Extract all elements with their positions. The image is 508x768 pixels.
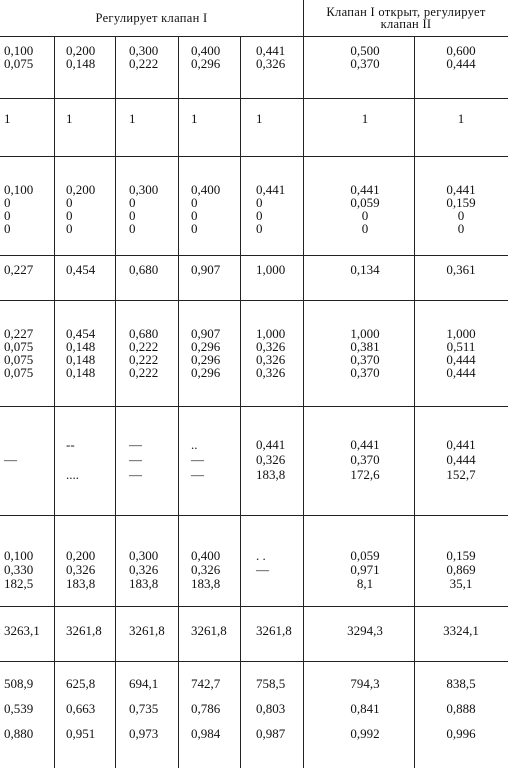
table-cell (66, 549, 112, 591)
table-cell (414, 44, 508, 70)
cell-value: 3294,3 (347, 623, 383, 638)
cell-value: 0 (361, 221, 369, 236)
cell-value: 183,8 (129, 576, 159, 591)
cell-value: 0,400 (191, 548, 221, 563)
table-cell (129, 263, 175, 276)
table-cell (414, 327, 508, 379)
table-cell (4, 263, 50, 276)
cell-value: 0,148 (66, 365, 96, 380)
cell-value: 1,000 (256, 326, 286, 341)
cell-value: 1,000 (256, 262, 286, 277)
cell-value: 0 (191, 221, 198, 236)
cell-value: 0,222 (129, 352, 159, 367)
cell-value: 1 (256, 111, 263, 126)
cell-value: 0,511 (446, 339, 476, 354)
cell-value: 0 (66, 195, 73, 210)
cell-value: 0 (4, 195, 11, 210)
table-cell (414, 112, 508, 125)
table-cell (4, 549, 50, 591)
cell-value: 0,075 (4, 365, 34, 380)
cell-value: 0,370 (350, 365, 380, 380)
table-cell (256, 327, 302, 379)
cell-value: 0,907 (191, 262, 221, 277)
cell-value: 0,786 (191, 701, 221, 716)
cell-value: 0,296 (191, 56, 221, 71)
table-cell (191, 44, 237, 70)
table-cell (129, 183, 175, 235)
cell-value: 0,326 (129, 562, 159, 577)
table-cell (191, 624, 237, 637)
table-cell (191, 112, 237, 125)
row-divider (0, 515, 508, 516)
cell-value: 0,996 (446, 726, 476, 741)
cell-value: 0,869 (446, 562, 476, 577)
cell-value: 0,296 (191, 365, 221, 380)
cell-value: — (191, 467, 204, 482)
cell-value: 0,300 (129, 43, 159, 58)
cell-value: 0,441 (446, 182, 476, 197)
cell-value: 0,400 (191, 43, 221, 58)
cell-value: 3324,1 (443, 623, 479, 638)
table-cell (4, 437, 50, 482)
table-cell (414, 624, 508, 637)
cell-value: 0,100 (4, 43, 34, 58)
table-cell (4, 112, 50, 125)
cell-value: 742,7 (191, 676, 221, 691)
cell-value: -- (66, 437, 75, 452)
table-cell (191, 263, 237, 276)
row-divider (0, 406, 508, 407)
cell-value: 0,441 (256, 182, 286, 197)
header-group-right: Клапан I открыт, регулирует клапан II (326, 5, 486, 31)
table-cell (191, 183, 237, 235)
row-divider (0, 606, 508, 607)
table-cell (315, 263, 415, 276)
cell-value: — (129, 437, 142, 452)
row-divider (0, 255, 508, 256)
cell-value: 0,296 (191, 352, 221, 367)
table-cell (66, 44, 112, 70)
column-divider (54, 36, 55, 768)
cell-value: 794,3 (350, 676, 380, 691)
table-cell (256, 671, 302, 746)
cell-value: 0,441 (350, 437, 380, 452)
cell-value: 0,992 (350, 726, 380, 741)
cell-value: 1 (361, 111, 369, 126)
cell-value: 3261,8 (129, 623, 165, 638)
cell-value: 183,8 (256, 467, 286, 482)
table-cell (4, 44, 50, 70)
cell-value: 0,735 (129, 701, 159, 716)
cell-value: 172,6 (350, 467, 380, 482)
cell-value: 0,326 (256, 452, 286, 467)
table-cell (414, 437, 508, 482)
cell-value: 0,159 (446, 548, 476, 563)
table-cell (315, 327, 415, 379)
row-divider (0, 156, 508, 157)
table-cell (191, 437, 237, 482)
cell-value: 3261,8 (256, 623, 292, 638)
cell-value: 0 (256, 221, 263, 236)
table-cell (129, 549, 175, 591)
cell-value: 3261,8 (191, 623, 227, 638)
table-cell (129, 437, 175, 482)
table-cell (414, 671, 508, 746)
cell-value: — (129, 467, 142, 482)
cell-value: 0 (4, 221, 11, 236)
cell-value: 0,148 (66, 56, 96, 71)
cell-value (66, 452, 112, 467)
cell-value: 0,841 (350, 701, 380, 716)
cell-value: 0 (361, 208, 369, 223)
cell-value: 0 (66, 208, 73, 223)
table-cell (256, 549, 302, 591)
table-cell (191, 671, 237, 746)
cell-value: 0,973 (129, 726, 159, 741)
cell-value: 1,000 (350, 326, 380, 341)
cell-value: 1 (66, 111, 73, 126)
cell-value: 0,159 (446, 195, 476, 210)
table-cell (315, 671, 415, 746)
cell-value: 0,200 (66, 182, 96, 197)
cell-value: 1,000 (446, 326, 476, 341)
table-cell (4, 327, 50, 379)
cell-value: 0,100 (4, 548, 34, 563)
row-divider (0, 661, 508, 662)
table-cell (4, 671, 50, 746)
column-divider (240, 36, 241, 768)
cell-value: 0,059 (350, 548, 380, 563)
cell-value: 0,971 (350, 562, 380, 577)
cell-value: 0,454 (66, 262, 96, 277)
table-cell (191, 327, 237, 379)
cell-value: 8,1 (356, 576, 374, 591)
table-cell (315, 437, 415, 482)
cell-value: 1 (4, 111, 11, 126)
cell-value: — (191, 452, 204, 467)
cell-value: 0,200 (66, 43, 96, 58)
cell-value: 0,326 (256, 339, 286, 354)
table-cell (414, 183, 508, 235)
cell-value: 0,444 (446, 352, 476, 367)
cell-value: 694,1 (129, 676, 159, 691)
column-divider (414, 36, 415, 768)
table-cell (414, 263, 508, 276)
table-cell (191, 549, 237, 591)
cell-value: 0,330 (4, 562, 34, 577)
cell-value: 0,370 (350, 352, 380, 367)
cell-value: 0 (4, 208, 11, 223)
table-cell (129, 671, 175, 746)
cell-value: 0 (66, 221, 73, 236)
cell-value: .... (66, 467, 79, 482)
table-cell (256, 112, 302, 125)
cell-value (4, 467, 50, 482)
cell-value: 0,361 (446, 262, 476, 277)
table-cell (66, 112, 112, 125)
cell-value: 0,663 (66, 701, 96, 716)
table-cell (256, 44, 302, 70)
cell-value: 0 (191, 195, 198, 210)
cell-value: 0,454 (66, 326, 96, 341)
cell-value: 0,370 (350, 452, 380, 467)
cell-value: 0,100 (4, 182, 34, 197)
cell-value: 0,880 (4, 726, 34, 741)
cell-value: 0,059 (350, 195, 380, 210)
table-cell (129, 327, 175, 379)
cell-value (256, 577, 302, 591)
cell-value: 0,951 (66, 726, 96, 741)
row-divider (0, 98, 508, 99)
cell-value: 0,326 (256, 365, 286, 380)
cell-value: 152,7 (446, 467, 476, 482)
column-divider (303, 36, 304, 768)
table-cell (66, 624, 112, 637)
table-cell (256, 263, 302, 276)
cell-value: 0 (256, 195, 263, 210)
cell-value: 0,148 (66, 339, 96, 354)
table-cell (4, 183, 50, 235)
cell-value: . . (256, 548, 266, 563)
table-cell (129, 112, 175, 125)
table-cell (315, 624, 415, 637)
cell-value: 0,888 (446, 701, 476, 716)
cell-value: 758,5 (256, 676, 286, 691)
cell-value: 0,300 (129, 182, 159, 197)
row-divider (0, 300, 508, 301)
cell-value: 1 (457, 111, 465, 126)
column-divider (115, 36, 116, 768)
cell-value: 0,200 (66, 548, 96, 563)
table-cell (66, 263, 112, 276)
cell-value: 183,8 (66, 576, 96, 591)
cell-value: 0,326 (256, 352, 286, 367)
header-group-left: Регулирует клапан I (95, 11, 208, 25)
table-cell (256, 624, 302, 637)
cell-value: 0,539 (4, 701, 34, 716)
cell-value: 0,984 (191, 726, 221, 741)
cell-value: 0,075 (4, 56, 34, 71)
cell-value: 0 (457, 208, 465, 223)
cell-value: 0,680 (129, 262, 159, 277)
cell-value: 0,444 (446, 56, 476, 71)
cell-value: 0,326 (191, 562, 221, 577)
cell-value: 0,907 (191, 326, 221, 341)
cell-value: 0,680 (129, 326, 159, 341)
table-cell (4, 624, 50, 637)
cell-value: 0,326 (256, 56, 286, 71)
cell-value: — (256, 562, 269, 577)
table-cell (315, 112, 415, 125)
cell-value: 0,300 (129, 548, 159, 563)
cell-value: 0,400 (191, 182, 221, 197)
cell-value: 0,803 (256, 701, 286, 716)
cell-value: 0,148 (66, 352, 96, 367)
cell-value: 0,441 (350, 182, 380, 197)
cell-value: 0,296 (191, 339, 221, 354)
cell-value: 0,075 (4, 339, 34, 354)
cell-value: 0,326 (66, 562, 96, 577)
cell-value: 1 (191, 111, 198, 126)
cell-value: 0 (129, 221, 136, 236)
cell-value: 0,444 (446, 365, 476, 380)
table-cell (66, 327, 112, 379)
cell-value: 0,222 (129, 339, 159, 354)
cell-value: 35,1 (449, 576, 473, 591)
table-cell (129, 44, 175, 70)
cell-value: — (129, 452, 142, 467)
table-cell (315, 44, 415, 70)
cell-value: 625,8 (66, 676, 96, 691)
cell-value: .. (191, 437, 198, 452)
cell-value: 182,5 (4, 576, 34, 591)
cell-value: 0,441 (256, 437, 286, 452)
cell-value: 0,444 (446, 452, 476, 467)
cell-value: 0,441 (256, 43, 286, 58)
column-divider (178, 36, 179, 768)
cell-value: 0,500 (350, 43, 380, 58)
cell-value (4, 437, 50, 452)
cell-value: 0,222 (129, 365, 159, 380)
table-cell (414, 549, 508, 591)
cell-value: 508,9 (4, 676, 34, 691)
header-rule (0, 36, 508, 37)
table-cell (129, 624, 175, 637)
table-cell (66, 183, 112, 235)
cell-value: 0 (457, 221, 465, 236)
cell-value: 183,8 (191, 576, 221, 591)
cell-value: 0,227 (4, 326, 34, 341)
cell-value: 0,134 (350, 262, 380, 277)
cell-value: 0,381 (350, 339, 380, 354)
table-cell (315, 549, 415, 591)
cell-value: 0,370 (350, 56, 380, 71)
cell-value: 0,222 (129, 56, 159, 71)
cell-value: 0,075 (4, 352, 34, 367)
cell-value: 1 (129, 111, 136, 126)
table-cell (315, 183, 415, 235)
table-cell (256, 183, 302, 235)
cell-value: 0,441 (446, 437, 476, 452)
cell-value: 0 (256, 208, 263, 223)
cell-value: — (4, 452, 17, 467)
cell-value: 3263,1 (4, 623, 40, 638)
cell-value: 3261,8 (66, 623, 102, 638)
cell-value: 0,600 (446, 43, 476, 58)
cell-value: 0 (129, 195, 136, 210)
table-cell (66, 437, 112, 482)
cell-value: 0 (129, 208, 136, 223)
cell-value: 838,5 (446, 676, 476, 691)
cell-value: 0 (191, 208, 198, 223)
table-cell (256, 437, 302, 482)
cell-value: 0,987 (256, 726, 286, 741)
table-cell (66, 671, 112, 746)
cell-value: 0,227 (4, 262, 34, 277)
